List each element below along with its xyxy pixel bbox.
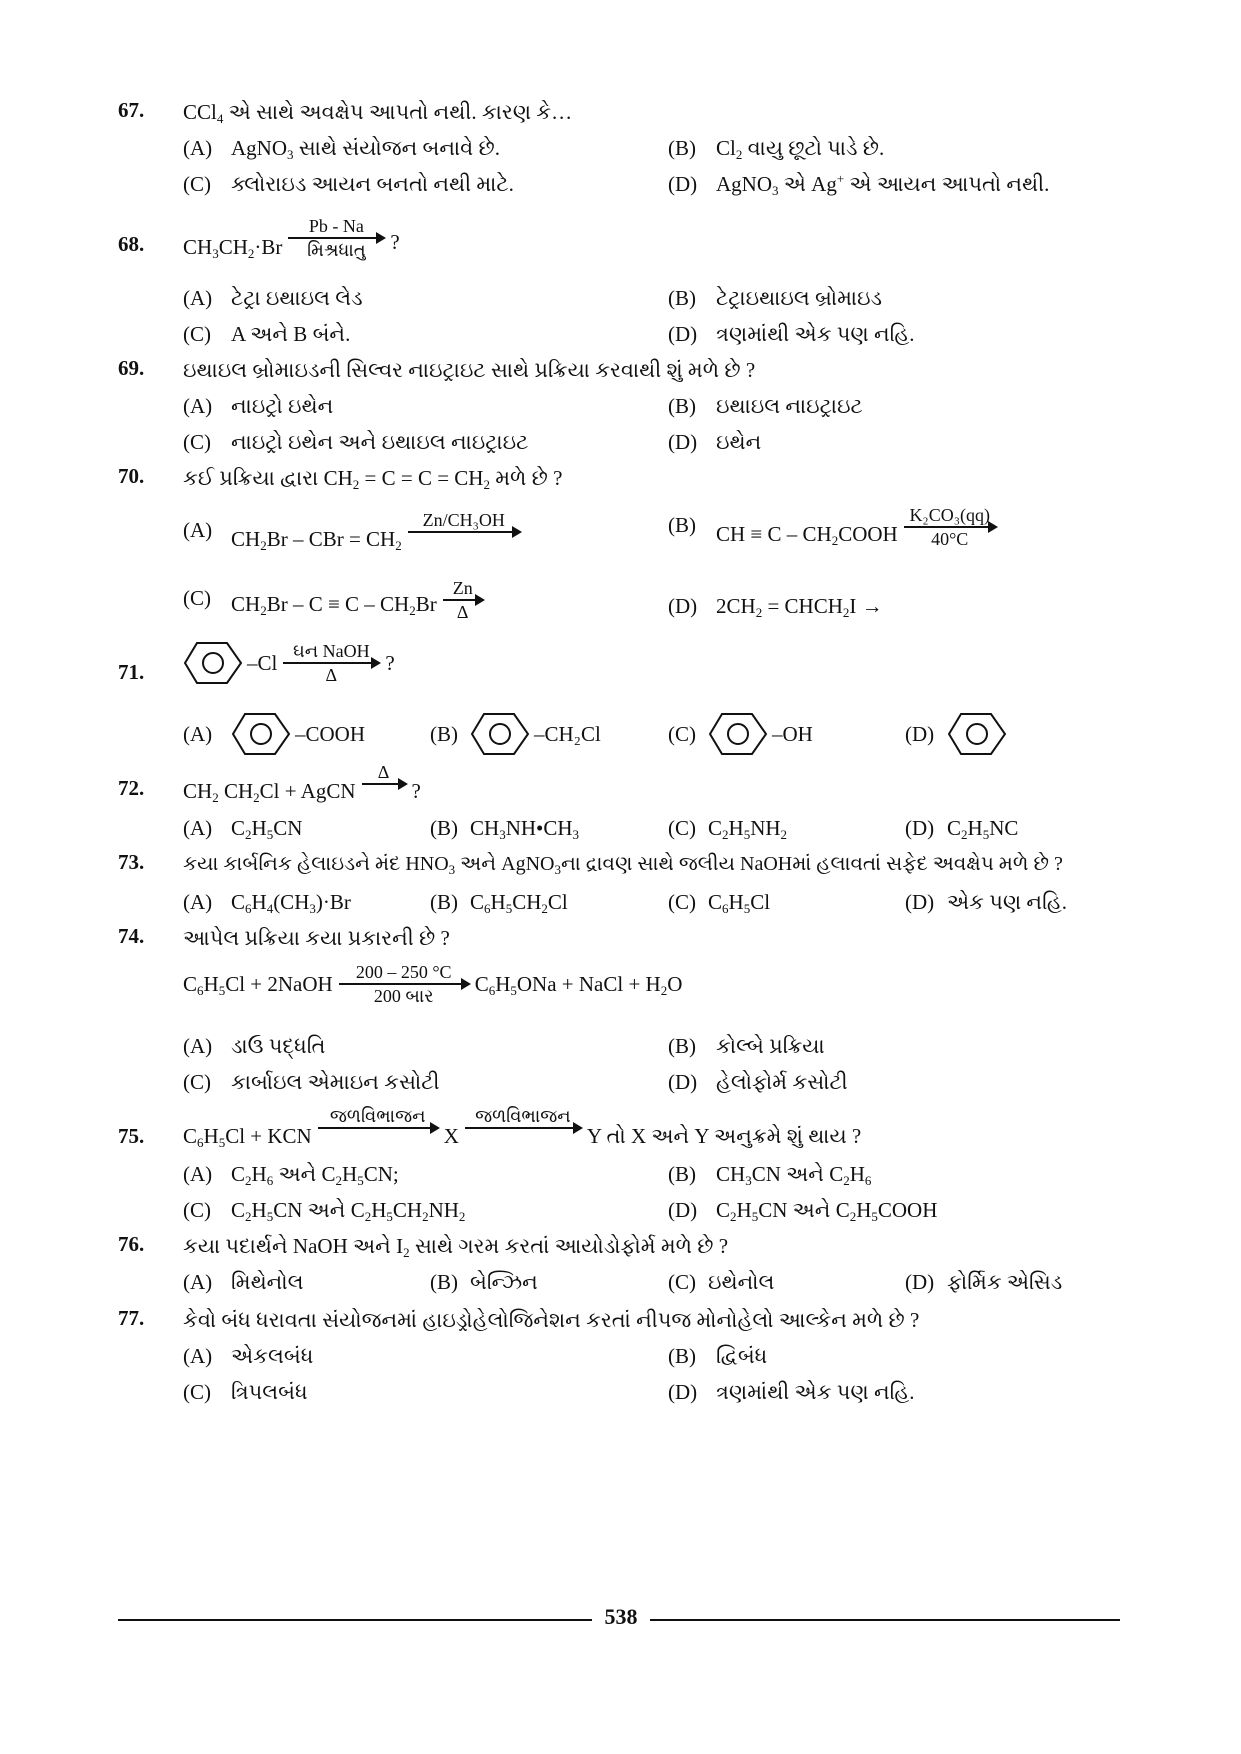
benzene-ring-icon xyxy=(470,711,534,757)
footer-rule-right xyxy=(650,1619,1120,1621)
question-reaction: $CH_3CH_2\cdot Br$ Pb - Na મિશ્રધાતુ ? xyxy=(183,216,400,261)
option-b: (B) ટેટ્રાઇથાઇલ બ્રોમાઇડ xyxy=(668,286,883,310)
option-a: (A) એકલબંધ xyxy=(183,1344,314,1368)
option-b: (B) $CH_3NH•CH_3$ xyxy=(430,816,580,842)
question-text: કઈ પ્રક્રિયા દ્વારા $CH_2 = C = C = CH_2$ મળે છે ? xyxy=(183,466,563,492)
option-d: (D) હેલોફોર્મ કસોટી xyxy=(668,1070,848,1094)
option-d: (D) $C_2H_5CN$ અને $C_2H_5COOH$ xyxy=(668,1198,938,1224)
option-b: (B) દ્વિબંધ xyxy=(668,1344,768,1368)
question-text: આપેલ પ્રક્રિયા કયા પ્રકારની છે ? xyxy=(183,926,450,950)
option-a: (A) $CH_2Br$ – CBr = $CH_2$ Zn/CH₃OH xyxy=(183,510,526,554)
question-text: કયા કાર્બનિક હેલાઇડને મંદ $HNO_3$ અને AgNO$_3$ના દ્રાવણ સાથે જલીય NaOHમાં હલાવતાં સફેદ અવક્ષેપ મળે છે ? xyxy=(183,853,1063,877)
option-c: (C) $C_2H_5CN$ અને $C_2H_5CH_2NH_2$ xyxy=(183,1198,466,1224)
question-reaction: –Cl ઘન NaOH Δ ? xyxy=(183,640,395,700)
question-number: 68. xyxy=(118,232,145,256)
option-c: (C) કાર્બાઇલ એમાઇન કસોટી xyxy=(183,1070,440,1094)
question-number: 77. xyxy=(118,1306,145,1330)
option-a: (A) –COOH xyxy=(183,711,365,759)
question-number: 75. xyxy=(118,1124,145,1148)
option-d: (D) xyxy=(905,711,1011,759)
option-d: (D) $2CH_2$ = $CHCH_2I$ → xyxy=(668,594,883,620)
benzene-ring-icon xyxy=(708,711,772,757)
option-c: (C) $C_2H_5NH_2$ xyxy=(668,816,788,842)
option-c: (C) ત્રિપલબંધ xyxy=(183,1380,308,1404)
option-d: (D) એક પણ નહિ. xyxy=(905,890,1067,914)
footer-rule-left xyxy=(118,1619,592,1621)
option-b: (B) $C_6H_5CH_2Cl$ xyxy=(430,890,568,916)
option-b: (B) ઇથાઇલ નાઇટ્રાઇટ xyxy=(668,394,863,418)
option-c: (C) ક્લોરાઇડ આયન બનતો નથી માટે. xyxy=(183,172,514,196)
question-number: 69. xyxy=(118,356,145,380)
benzene-ring-icon xyxy=(231,711,295,757)
option-a: (A) AgNO$_3$ સાથે સંયોજન બનાવે છે. xyxy=(183,136,500,162)
question-number: 74. xyxy=(118,924,145,948)
question-number: 67. xyxy=(118,98,145,122)
option-c: (C) $C_6H_5Cl$ xyxy=(668,890,771,916)
question-text: કયા પદાર્થને NaOH અને $I_2$ સાથે ગરમ કરતાં આયોડોફોર્મ મળે છે ? xyxy=(183,1234,729,1260)
page-number: 538 xyxy=(604,1604,638,1629)
benzene-ring-icon xyxy=(183,640,247,686)
option-d: (D) $C_2H_5NC$ xyxy=(905,816,1019,842)
option-a: (A) નાઇટ્રો ઇથેન xyxy=(183,394,334,418)
option-d: (D) ત્રણમાંથી એક પણ નહિ. xyxy=(668,322,915,346)
option-c: (C) નાઇટ્રો ઇથેન અને ઇથાઇલ નાઇટ્રાઇટ xyxy=(183,430,529,454)
question-number: 72. xyxy=(118,776,145,800)
option-a: (A) મિથેનોલ xyxy=(183,1270,304,1294)
question-reaction: $CH_2$ $CH_2Cl$ + AgCN Δ ? xyxy=(183,762,421,805)
option-a: (A) ટેટ્રા ઇથાઇલ લેડ xyxy=(183,286,363,310)
option-c: (C) $CH_2Br - C \equiv C - CH_2Br$ $\frac{Zn}{\Delta}$ xyxy=(183,578,489,622)
question-text: કેવો બંધ ધરાવતા સંયોજનમાં હાઇડ્રોહેલોજિનેશન કરતાં નીપજ મોનોહેલો આલ્કેન મળે છે ? xyxy=(183,1308,920,1332)
question-number: 70. xyxy=(118,464,145,488)
option-d: (D) AgNO$_3$ એ Ag+ એ આયન આપતો નથી. xyxy=(668,171,1050,198)
option-a: (A) $C_2H_6$ અને $C_2H_5CN$; xyxy=(183,1162,399,1188)
option-d: (D) ઇથેન xyxy=(668,430,762,454)
option-d: (D) ત્રણમાંથી એક પણ નહિ. xyxy=(668,1380,915,1404)
benzene-ring-icon xyxy=(947,711,1011,757)
option-b: (B) –CH₂Cl xyxy=(430,711,601,759)
question-number: 73. xyxy=(118,850,145,874)
question-text: CCl$_4$ એ સાથે અવક્ષેપ આપતો નથી. કારણ કે… xyxy=(183,100,573,126)
option-b: (B) $Cl_2$ વાયુ છૂટો પાડે છે. xyxy=(668,136,885,162)
question-text: ઇથાઇલ બ્રોમાઇડની સિલ્વર નાઇટ્રાઇટ સાથે પ્રક્રિયા કરવાથી શું મળે છે ? xyxy=(183,358,756,382)
question-number: 71. xyxy=(118,660,145,684)
option-b: (B) $CH_3CN$ અને $C_2H_6$ xyxy=(668,1162,872,1188)
option-d: (D) ફોર્મિક એસિડ xyxy=(905,1270,1063,1294)
question-number: 76. xyxy=(118,1232,145,1256)
option-c: (C) ઇથેનોલ xyxy=(668,1270,775,1294)
option-c: (C) A અને B બંને. xyxy=(183,322,351,346)
option-a: (A) $C_6H_4(CH_3)\cdot Br$ xyxy=(183,890,351,916)
option-b: (B) CH ≡ C – $CH_2COOH$ $\frac{\text{K₂CO₃(qq)}}{40^\circ C}$ xyxy=(668,505,1002,549)
question-reaction: $C_6H_5Cl$ + KCN જળવિભાજન X જળવિભાજન Y તો X અને Y અનુક્રમે શું થાય ? xyxy=(183,1106,862,1150)
option-a: (A) $C_2H_5CN$ xyxy=(183,816,303,842)
option-b: (B) બેન્ઝિન xyxy=(430,1270,538,1294)
option-a: (A) ડાઉ પદ્ધતિ xyxy=(183,1034,326,1058)
option-b: (B) કોલ્બે પ્રક્રિયા xyxy=(668,1034,825,1058)
option-c: (C) –OH xyxy=(668,711,813,759)
question-reaction: $C_6H_5Cl$ + 2NaOH 200 – 250 °C 200 બાર $C_6H_5ONa$ + NaCl + $H_2O$ xyxy=(183,962,683,1006)
